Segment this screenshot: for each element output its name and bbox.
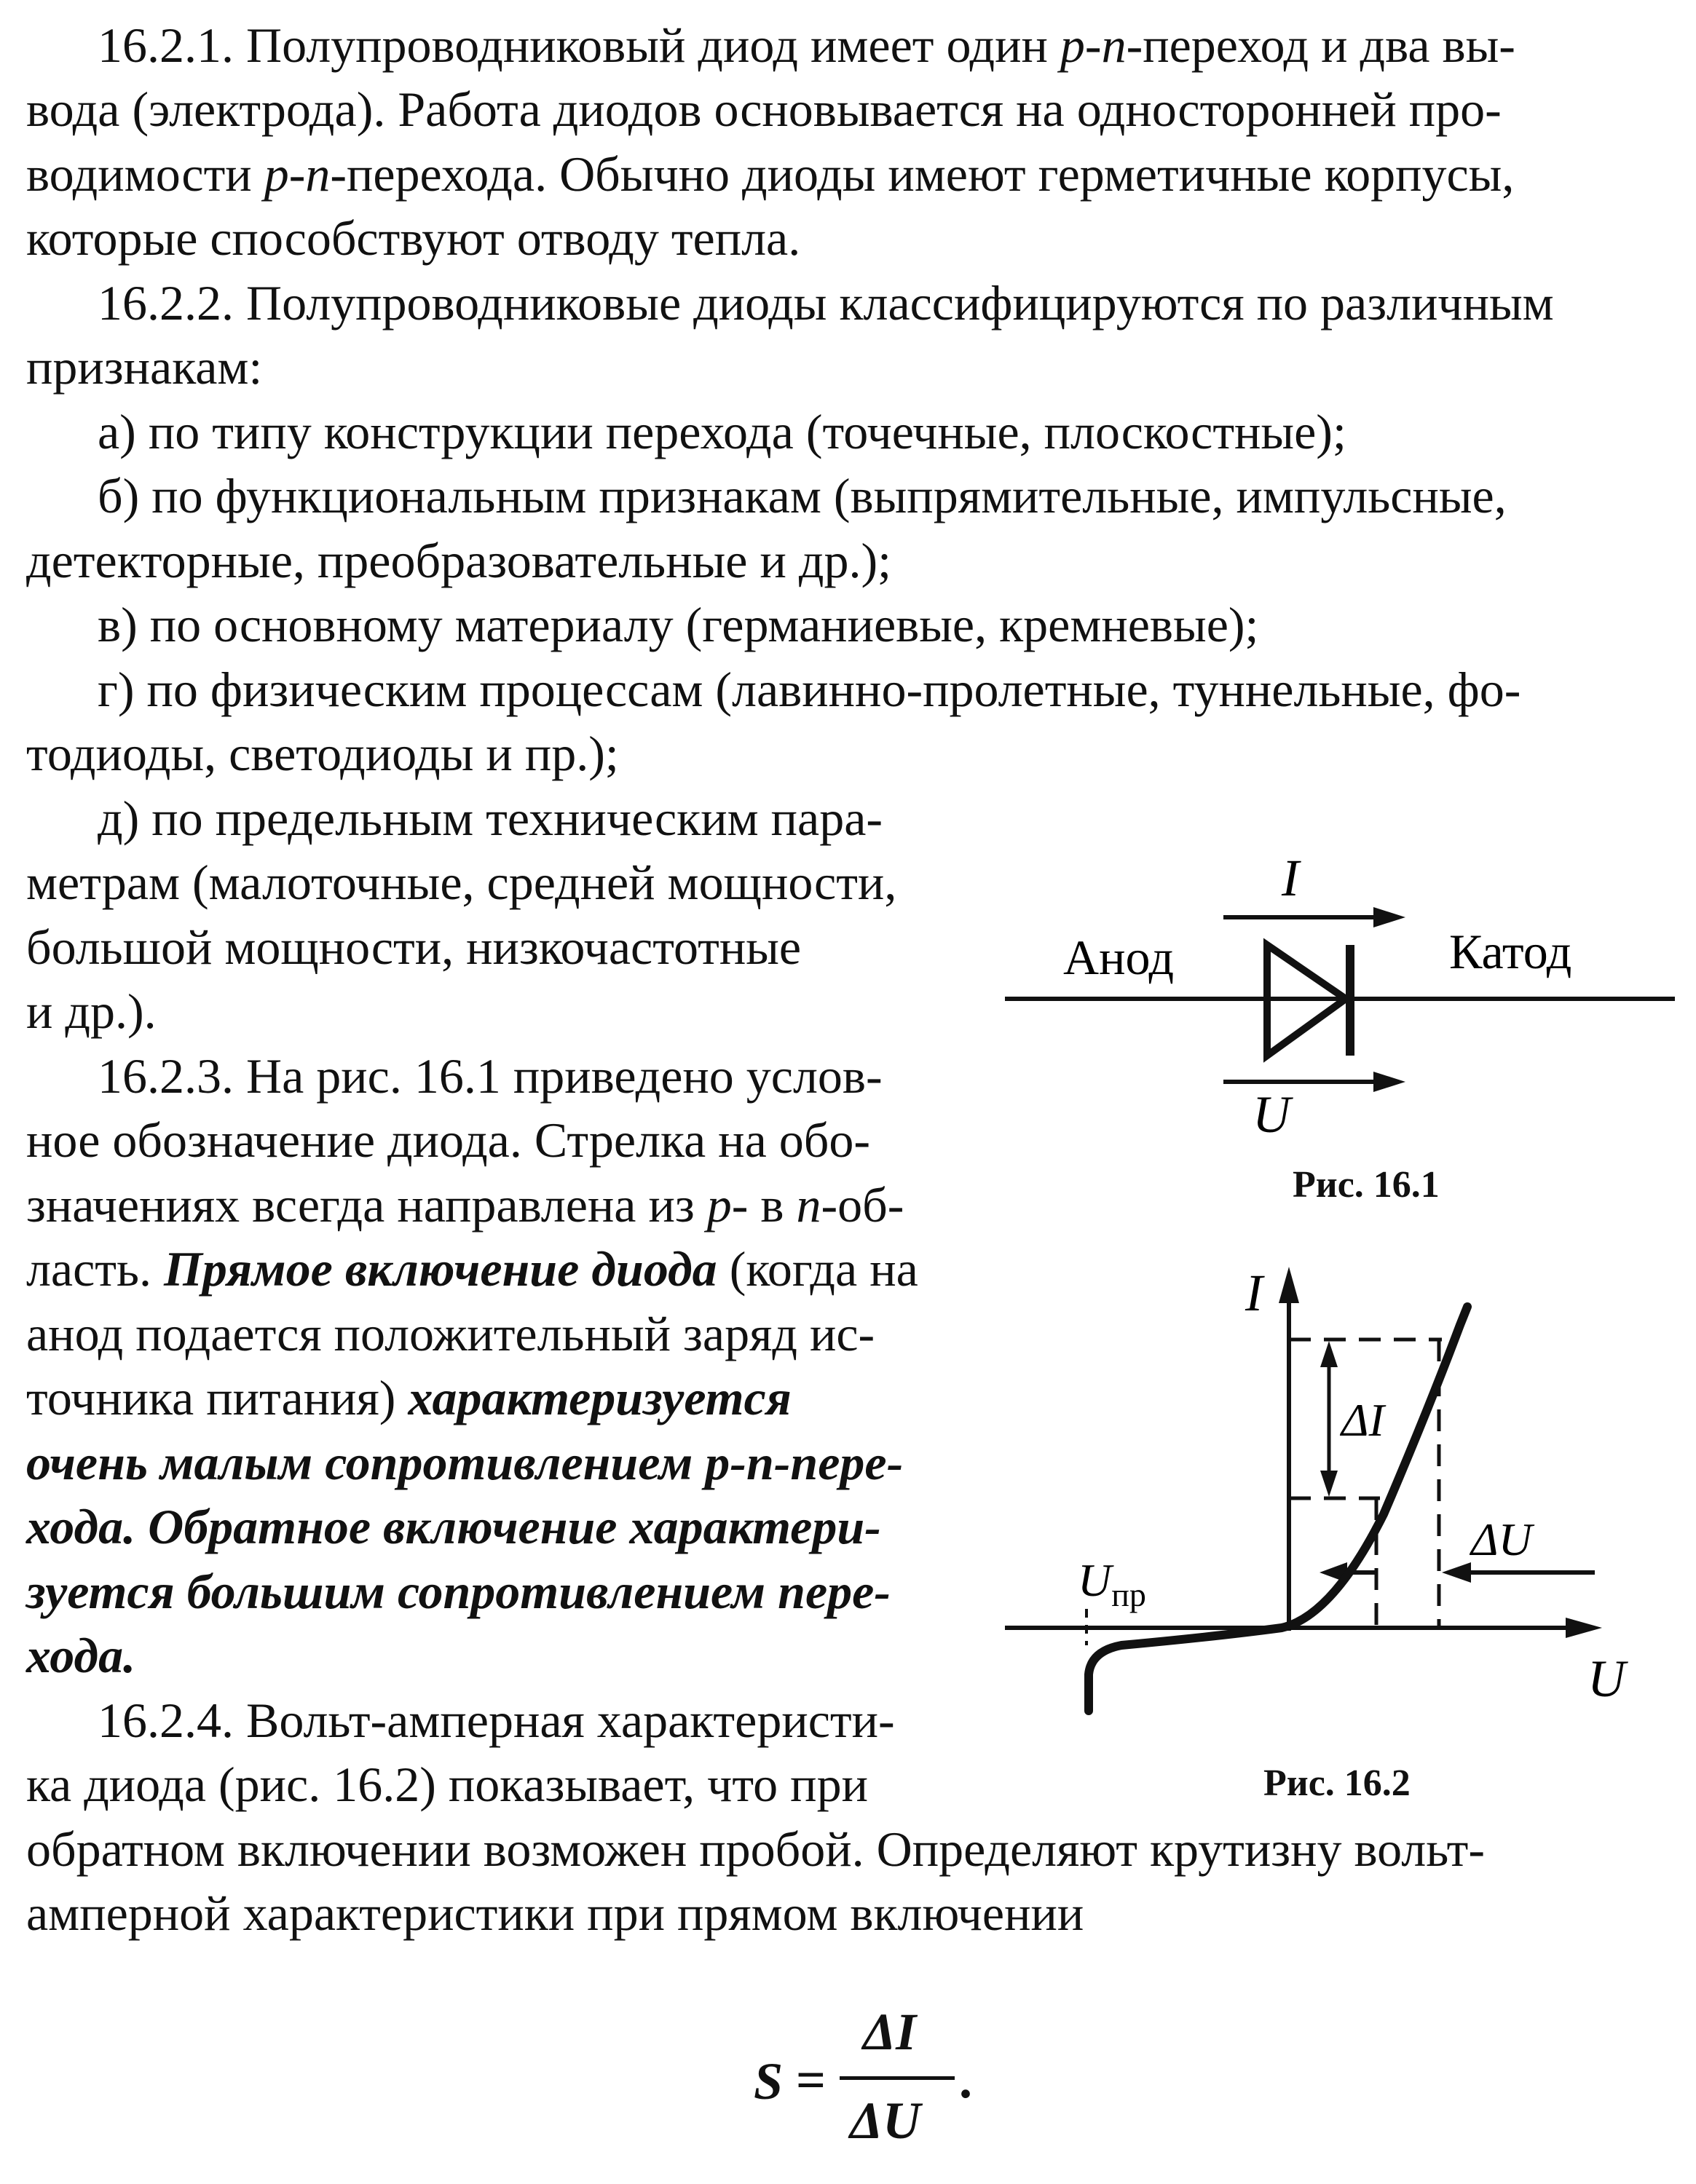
list-item-v: в) по основному материалу (германиевые, кремневые);	[98, 597, 1259, 652]
current-label: I	[1282, 849, 1299, 907]
figure-16-1-diode-symbol	[1005, 844, 1682, 1150]
p3-line3: значениях всегда направлена из p- в n-об-	[26, 1177, 904, 1233]
iv-curve	[1089, 1307, 1467, 1711]
list-item-a: а) по типу конструкции перехода (точечные, плоскостные);	[98, 404, 1346, 459]
p4-line2: ка диода (рис. 16.2) показывает, что при	[26, 1757, 868, 1812]
p2-line2: признакам:	[26, 339, 263, 395]
formula-lhs: S	[754, 2052, 784, 2110]
p3-line7: очень малым сопротивлением p-n-пере-	[26, 1435, 904, 1490]
p1-line2: вода (электрода). Работа диодов основывается на односторонней про-	[26, 82, 1502, 137]
delta-u-label: ΔU	[1471, 1514, 1532, 1565]
formula-denominator: ΔU	[850, 2092, 921, 2150]
p1-line4: которые способствуют отводу тепла.	[26, 210, 801, 266]
voltage-label: U	[1253, 1085, 1290, 1144]
delta-u-arrowhead-right	[1442, 1562, 1471, 1583]
p1-line1: 16.2.1. Полупроводниковый диод имеет один p-n-переход и два вы-	[98, 17, 1515, 73]
p4-line1: 16.2.4. Вольт-амперная характеристи-	[98, 1693, 895, 1748]
p3-line8: хода. Обратное включение характери-	[26, 1499, 881, 1554]
x-axis-label: U	[1587, 1650, 1625, 1708]
delta-i-label: ΔI	[1341, 1394, 1384, 1446]
anode-label: Анод	[1063, 930, 1175, 985]
current-arrowhead	[1373, 907, 1405, 927]
p3-line5: анод подается положительный заряд ис-	[26, 1306, 875, 1361]
list-item-d-line4: и др.).	[26, 984, 157, 1039]
p2-line1: 16.2.2. Полупроводниковые диоды классифицируются по различным	[98, 275, 1554, 331]
cathode-label: Катод	[1449, 924, 1572, 979]
voltage-arrowhead	[1373, 1072, 1405, 1092]
p4-line3: обратном включении возможен пробой. Определяют крутизну вольт-	[26, 1821, 1485, 1877]
p3-line2: ное обозначение диода. Стрелка на обо-	[26, 1112, 870, 1168]
delta-i-arrowhead-down	[1320, 1471, 1338, 1497]
p1-line3: водимости p-n-перехода. Обычно диоды имеют герметичные корпусы,	[26, 146, 1515, 202]
list-item-d-line1: д) по предельным техническим пара-	[98, 791, 883, 846]
y-axis-label: I	[1245, 1264, 1263, 1322]
formula-eq: =	[796, 2051, 827, 2109]
list-item-d-line2: метрам (малоточные, средней мощности,	[26, 855, 897, 910]
p3-line4: ласть. Прямое включение диода (когда на	[26, 1241, 918, 1297]
y-axis-arrowhead	[1279, 1267, 1299, 1303]
p3-line9: зуется большим сопротивлением пере-	[26, 1564, 891, 1619]
list-item-g-line2: тодиоды, светодиоды и пр.);	[26, 726, 619, 781]
p4-line4: амперной характеристики при прямом включении	[26, 1886, 1084, 1941]
delta-i-arrowhead-up	[1320, 1341, 1338, 1367]
slope-formula	[754, 1987, 994, 2169]
list-item-d-line3: большой мощности, низкочастотные	[26, 919, 802, 975]
p3-line10: хода.	[26, 1628, 136, 1683]
fraction-bar	[840, 2076, 955, 2080]
figure-16-2-caption: Рис. 16.2	[1263, 1762, 1411, 1804]
figure-16-1-caption: Рис. 16.1	[1293, 1164, 1440, 1206]
formula-period: .	[959, 2051, 972, 2109]
p3-line1: 16.2.3. На рис. 16.1 приведено услов-	[98, 1048, 883, 1104]
list-item-g-line1: г) по физическим процессам (лавинно-пролетные, туннельные, фо-	[98, 662, 1521, 717]
breakdown-voltage-label: $U_{пр}$	[1078, 1554, 1146, 1613]
figure-16-2-iv-curve	[1005, 1238, 1689, 1747]
list-item-b-line1: б) по функциональным признакам (выпрямительные, импульсные,	[98, 468, 1507, 523]
p3-line6: точника питания) характеризуется	[26, 1370, 792, 1425]
list-item-b-line2: детекторные, преобразовательные и др.);	[26, 533, 891, 588]
x-axis-arrowhead	[1566, 1618, 1602, 1638]
formula-numerator: ΔI	[863, 2003, 917, 2061]
